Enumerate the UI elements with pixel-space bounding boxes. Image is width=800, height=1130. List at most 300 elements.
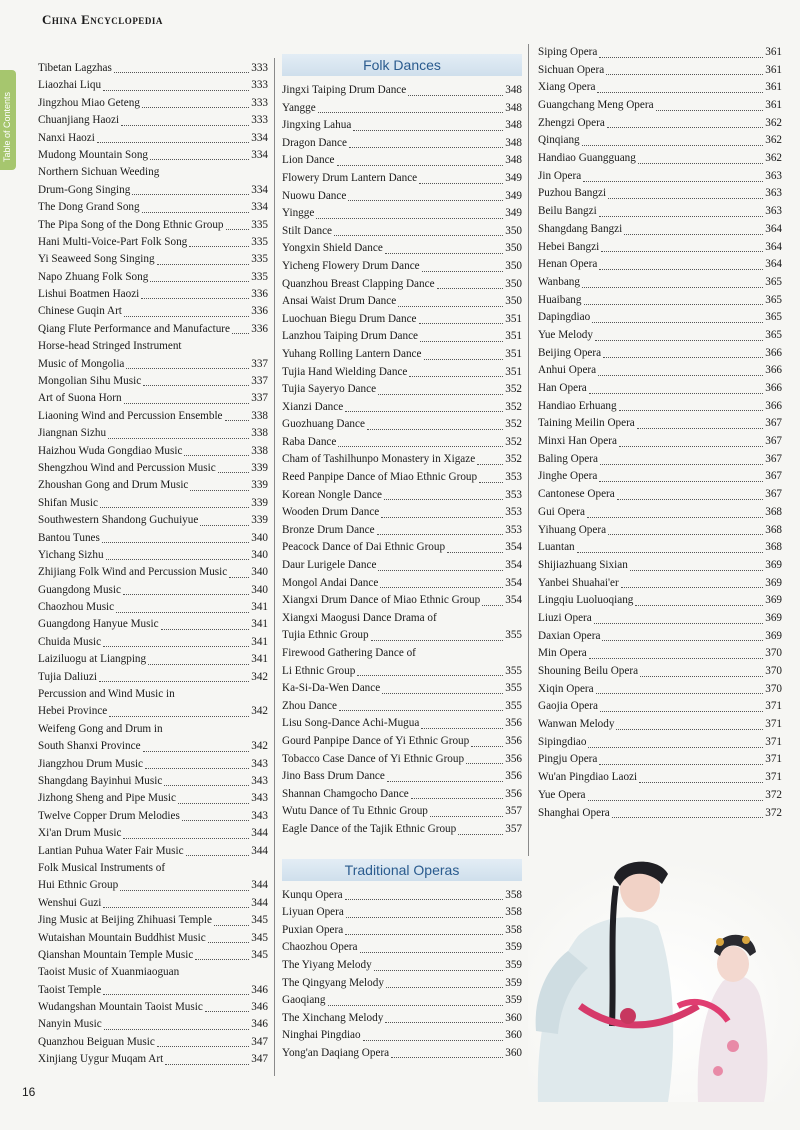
- dot-leader: [422, 271, 504, 272]
- toc-entry-title: Eagle Dance of the Tajik Ethnic Group: [282, 822, 457, 835]
- toc-entry[interactable]: [282, 434, 522, 452]
- toc-entry[interactable]: [38, 77, 268, 94]
- toc-entry[interactable]: [38, 912, 268, 929]
- toc-entry[interactable]: [282, 346, 522, 364]
- toc-entry[interactable]: [538, 44, 782, 62]
- toc-entry-title: Lishui Boatmen Haozi: [38, 288, 140, 301]
- toc-entry-title: Tujia Daliuzi: [38, 670, 97, 683]
- toc-entry-page: 335: [251, 218, 268, 231]
- toc-entry[interactable]: [38, 773, 268, 790]
- toc-entry[interactable]: [282, 1045, 522, 1063]
- dot-leader: [387, 781, 503, 782]
- toc-entry-page: 350: [505, 224, 522, 237]
- toc-entry[interactable]: [38, 425, 268, 442]
- toc-entry[interactable]: [38, 269, 268, 286]
- toc-entry-title: Wutaishan Mountain Buddhist Music: [38, 931, 206, 944]
- toc-entry-page: 354: [505, 559, 522, 572]
- toc-entry-page: 358: [505, 888, 522, 901]
- toc-entry[interactable]: [538, 221, 782, 239]
- toc-entry-page: 334: [251, 131, 268, 144]
- toc-entry[interactable]: [538, 486, 782, 504]
- toc-entry-page: 336: [251, 322, 268, 335]
- toc-entry-title: Xinjiang Uygur Muqam Art: [38, 1053, 164, 1066]
- toc-entry[interactable]: [38, 721, 268, 738]
- toc-entry[interactable]: [38, 738, 268, 755]
- toc-entry[interactable]: [38, 112, 268, 129]
- toc-entry[interactable]: [38, 651, 268, 668]
- toc-entry[interactable]: [38, 843, 268, 860]
- toc-entry-page: 369: [765, 611, 782, 624]
- toc-entry[interactable]: [38, 251, 268, 268]
- dot-leader: [99, 681, 249, 682]
- toc-entry-title: Zhijiang Folk Wind and Percussion Music: [38, 566, 228, 579]
- toc-entry[interactable]: [38, 1051, 268, 1068]
- toc-entry-page: 367: [765, 435, 782, 448]
- toc-entry[interactable]: [282, 328, 522, 346]
- toc-entry[interactable]: [538, 115, 782, 133]
- toc-entry[interactable]: [38, 582, 268, 599]
- toc-entry-title: Wanwan Melody: [538, 718, 615, 731]
- toc-entry-title: Wudangshan Mountain Taoist Music: [38, 1001, 203, 1014]
- toc-entry-page: 341: [251, 618, 268, 631]
- toc-entry-title: Ka-Si-Da-Wen Dance: [282, 682, 381, 695]
- toc-entry[interactable]: [282, 522, 522, 540]
- toc-entry-page: 338: [251, 444, 268, 457]
- dot-leader: [588, 800, 764, 801]
- toc-entry-title: Shanghai Opera: [538, 806, 610, 819]
- toc-entry-title: Yuhang Rolling Lantern Dance: [282, 347, 422, 360]
- toc-entry[interactable]: [282, 751, 522, 769]
- dot-leader: [178, 803, 249, 804]
- toc-entry[interactable]: [282, 276, 522, 294]
- toc-entry[interactable]: [538, 698, 782, 716]
- dot-leader: [594, 623, 763, 624]
- toc-entry-page: 369: [765, 629, 782, 642]
- toc-entry[interactable]: [538, 805, 782, 823]
- dot-leader: [589, 658, 763, 659]
- dot-leader: [377, 534, 504, 535]
- toc-entry-title: Yanbei Shuahai'er: [538, 576, 619, 589]
- toc-entry-title: Yue Opera: [538, 788, 586, 801]
- toc-entry[interactable]: [282, 939, 522, 957]
- toc-entry[interactable]: [282, 975, 522, 993]
- toc-entry[interactable]: [38, 790, 268, 807]
- toc-entry[interactable]: [282, 992, 522, 1010]
- toc-entry[interactable]: [538, 309, 782, 327]
- dot-leader: [374, 970, 504, 971]
- toc-entry[interactable]: [538, 575, 782, 593]
- dot-leader: [189, 246, 249, 247]
- toc-entry[interactable]: [282, 100, 522, 118]
- toc-entry-page: 353: [505, 488, 522, 501]
- toc-entry-page: 349: [505, 207, 522, 220]
- toc-entry-title: Chuida Music: [38, 635, 102, 648]
- dot-leader: [466, 763, 503, 764]
- toc-entry-title: Li Ethnic Group: [282, 664, 356, 677]
- toc-entry[interactable]: [538, 345, 782, 363]
- toc-entry-page: 362: [765, 116, 782, 129]
- toc-entry-title: Ansai Waist Drum Dance: [282, 295, 397, 308]
- toc-entry-title: Shengzhou Wind and Percussion Music: [38, 461, 216, 474]
- toc-entry-title: Sipingdiao: [538, 735, 587, 748]
- toc-entry-page: 352: [505, 453, 522, 466]
- dot-leader: [186, 855, 250, 856]
- toc-entry[interactable]: [282, 768, 522, 786]
- toc-entry-page: 342: [251, 740, 268, 753]
- toc-entry[interactable]: [538, 362, 782, 380]
- toc-entry[interactable]: [38, 930, 268, 947]
- dot-leader: [103, 646, 249, 647]
- dot-leader: [164, 785, 249, 786]
- toc-entry-page: 344: [251, 896, 268, 909]
- toc-entry-title: Weifeng Gong and Drum in: [38, 722, 163, 735]
- toc-entry-page: 366: [765, 382, 782, 395]
- section-heading-traditional-operas: Traditional Operas: [282, 859, 522, 881]
- toc-entry-page: 337: [251, 375, 268, 388]
- toc-entry[interactable]: [282, 170, 522, 188]
- dot-leader: [349, 147, 503, 148]
- toc-entry[interactable]: [38, 199, 268, 216]
- toc-entry[interactable]: [538, 681, 782, 699]
- toc-entry[interactable]: [538, 79, 782, 97]
- toc-entry-title: Chuanjiang Haozi: [38, 114, 120, 127]
- toc-entry-page: 335: [251, 253, 268, 266]
- dot-leader: [114, 72, 249, 73]
- toc-entry-title: Horse-head Stringed Instrument: [38, 340, 182, 353]
- toc-entry[interactable]: [38, 408, 268, 425]
- toc-entry[interactable]: [282, 821, 522, 839]
- toc-entry[interactable]: [282, 152, 522, 170]
- toc-entry[interactable]: [282, 469, 522, 487]
- toc-entry[interactable]: [38, 95, 268, 112]
- dot-leader: [597, 92, 763, 93]
- toc-entry[interactable]: [538, 398, 782, 416]
- toc-entry[interactable]: [38, 703, 268, 720]
- toc-entry[interactable]: [282, 786, 522, 804]
- toc-entry-page: 352: [505, 435, 522, 448]
- toc-entry-title: Qiang Flute Performance and Manufacture: [38, 322, 230, 335]
- toc-entry-page: 343: [251, 757, 268, 770]
- toc-entry-title: Xiangxi Drum Dance of Miao Ethnic Group: [282, 594, 481, 607]
- toc-entry[interactable]: [38, 686, 268, 703]
- toc-entry-page: 346: [251, 1001, 268, 1014]
- toc-entry-title: Jino Bass Drum Dance: [282, 770, 385, 783]
- dot-leader: [103, 994, 249, 995]
- toc-entry[interactable]: [38, 303, 268, 320]
- toc-entry[interactable]: [538, 415, 782, 433]
- toc-entry[interactable]: [538, 716, 782, 734]
- toc-entry-title: The Xinchang Melody: [282, 1011, 384, 1024]
- toc-entry[interactable]: [282, 645, 522, 663]
- toc-entry[interactable]: [282, 627, 522, 645]
- toc-entry-page: 340: [251, 566, 268, 579]
- toc-entry[interactable]: [538, 769, 782, 787]
- toc-entry[interactable]: [282, 451, 522, 469]
- toc-entry[interactable]: [538, 327, 782, 345]
- toc-entry-page: 372: [765, 788, 782, 801]
- toc-entry[interactable]: [282, 240, 522, 258]
- toc-entry[interactable]: [282, 957, 522, 975]
- toc-entry[interactable]: [282, 504, 522, 522]
- dot-leader: [617, 499, 763, 500]
- toc-entry[interactable]: [282, 592, 522, 610]
- toc-entry[interactable]: [38, 460, 268, 477]
- toc-entry[interactable]: [538, 256, 782, 274]
- toc-entry-title: Huaibang: [538, 293, 582, 306]
- dot-leader: [409, 376, 503, 377]
- toc-entry-title: Taining Meilin Opera: [538, 417, 635, 430]
- toc-entry[interactable]: [538, 663, 782, 681]
- toc-entry-title: Hebei Bangzi: [538, 240, 600, 253]
- toc-entry[interactable]: [538, 645, 782, 663]
- opera-performers-illustration: [528, 856, 800, 1102]
- toc-entry[interactable]: [282, 416, 522, 434]
- toc-entry[interactable]: [538, 274, 782, 292]
- toc-entry-title: Shijiazhuang Sixian: [538, 558, 628, 571]
- toc-entry[interactable]: [282, 922, 522, 940]
- toc-entry[interactable]: [38, 321, 268, 338]
- toc-entry[interactable]: [282, 663, 522, 681]
- toc-entry-page: 358: [505, 906, 522, 919]
- toc-entry[interactable]: [282, 311, 522, 329]
- toc-entry[interactable]: [538, 592, 782, 610]
- toc-entry[interactable]: [538, 132, 782, 150]
- toc-entry[interactable]: [538, 752, 782, 770]
- toc-entry[interactable]: [282, 381, 522, 399]
- toc-entry-page: 370: [765, 665, 782, 678]
- toc-entry[interactable]: [38, 130, 268, 147]
- dot-leader: [424, 359, 504, 360]
- toc-entry-title: Quanzhou Breast Clapping Dance: [282, 277, 435, 290]
- toc-entry-page: 359: [505, 976, 522, 989]
- toc-entry[interactable]: [282, 680, 522, 698]
- toc-entry-page: 334: [251, 148, 268, 161]
- toc-entry-title: Han Opera: [538, 382, 587, 395]
- toc-entry[interactable]: [282, 135, 522, 153]
- toc-entry-page: 361: [765, 81, 782, 94]
- toc-entry[interactable]: [38, 164, 268, 181]
- toc-entry[interactable]: [282, 904, 522, 922]
- toc-entry-title: Guozhuang Dance: [282, 418, 365, 431]
- toc-entry[interactable]: [538, 97, 782, 115]
- toc-entry-title: Baling Opera: [538, 452, 598, 465]
- toc-entry-title: Jingzhou Miao Geteng: [38, 96, 140, 109]
- toc-entry-page: 343: [251, 775, 268, 787]
- toc-entry-title: Art of Suona Horn: [38, 392, 122, 405]
- toc-entry-page: 342: [251, 705, 268, 718]
- toc-entry-title: Jingxing Lahua: [282, 119, 352, 132]
- toc-entry[interactable]: [38, 964, 268, 981]
- toc-entry[interactable]: [282, 293, 522, 311]
- toc-entry[interactable]: [38, 808, 268, 825]
- toc-entry-page: 333: [251, 79, 268, 92]
- toc-entry-page: 354: [505, 594, 522, 607]
- toc-entry-title: Ninghai Pingdiao: [282, 1029, 361, 1042]
- toc-entry[interactable]: [538, 433, 782, 451]
- toc-entry[interactable]: [38, 182, 268, 199]
- toc-entry[interactable]: [282, 575, 522, 593]
- toc-entry[interactable]: [538, 150, 782, 168]
- toc-entry-page: 356: [505, 787, 522, 800]
- toc-entry-page: 360: [505, 1011, 522, 1024]
- toc-entry[interactable]: [538, 239, 782, 257]
- toc-entry[interactable]: [538, 451, 782, 469]
- toc-entry-page: 355: [505, 664, 522, 677]
- toc-entry-page: 355: [505, 699, 522, 712]
- toc-entry[interactable]: [282, 399, 522, 417]
- toc-entry[interactable]: [38, 982, 268, 999]
- toc-entry[interactable]: [538, 469, 782, 487]
- toc-entry[interactable]: [282, 487, 522, 505]
- toc-entry[interactable]: [282, 364, 522, 382]
- toc-entry[interactable]: [38, 860, 268, 877]
- dot-leader: [318, 112, 504, 113]
- toc-entry[interactable]: [282, 188, 522, 206]
- toc-entry[interactable]: [282, 887, 522, 905]
- dot-leader: [367, 429, 503, 430]
- toc-entry[interactable]: [538, 734, 782, 752]
- toc-entry-page: 362: [765, 152, 782, 165]
- dot-leader: [126, 368, 249, 369]
- toc-entry-page: 348: [505, 84, 522, 96]
- dot-leader: [640, 676, 763, 677]
- toc-entry[interactable]: [538, 168, 782, 186]
- toc-entry[interactable]: [538, 62, 782, 80]
- toc-entry-page: 339: [251, 514, 268, 527]
- toc-entry[interactable]: [282, 223, 522, 241]
- toc-entry-page: 367: [765, 470, 782, 483]
- toc-entry-title: Liyuan Opera: [282, 906, 344, 919]
- toc-entry[interactable]: [38, 634, 268, 651]
- toc-entry[interactable]: [38, 999, 268, 1016]
- toc-entry[interactable]: [538, 380, 782, 398]
- dot-leader: [121, 125, 249, 126]
- toc-entry[interactable]: [538, 292, 782, 310]
- toc-entry[interactable]: [538, 504, 782, 522]
- toc-entry-page: 341: [251, 601, 268, 614]
- toc-entry[interactable]: [538, 203, 782, 221]
- toc-entry[interactable]: [38, 599, 268, 616]
- toc-entry[interactable]: [282, 1010, 522, 1028]
- toc-entry-page: 357: [505, 805, 522, 818]
- toc-column-2: [282, 54, 522, 1062]
- toc-entry[interactable]: [38, 530, 268, 547]
- toc-entry[interactable]: [38, 356, 268, 373]
- toc-entry[interactable]: [282, 698, 522, 716]
- toc-entry-title: Wanbang: [538, 275, 580, 288]
- toc-entry[interactable]: [538, 539, 782, 557]
- toc-entry[interactable]: [538, 522, 782, 540]
- toc-entry[interactable]: [38, 147, 268, 164]
- dot-leader: [420, 341, 503, 342]
- toc-entry-page: 356: [505, 734, 522, 747]
- toc-entry[interactable]: [38, 373, 268, 390]
- toc-entry[interactable]: [38, 947, 268, 964]
- toc-entry[interactable]: [282, 82, 522, 100]
- dot-leader: [142, 212, 250, 213]
- toc-entry-page: 349: [505, 171, 522, 184]
- dot-leader: [353, 130, 503, 131]
- toc-entry-page: 359: [505, 994, 522, 1007]
- toc-entry-title: Chaozhou Opera: [282, 941, 358, 954]
- dot-leader: [363, 1040, 504, 1041]
- table-of-contents-tab[interactable]: [0, 70, 16, 170]
- toc-entry[interactable]: [538, 610, 782, 628]
- dot-leader: [600, 464, 763, 465]
- toc-entry-page: 353: [505, 471, 522, 484]
- toc-entry[interactable]: [282, 733, 522, 751]
- toc-entry[interactable]: [282, 117, 522, 135]
- toc-entry-page: 338: [251, 427, 268, 440]
- toc-entry-page: 353: [505, 523, 522, 536]
- toc-entry-page: 355: [505, 629, 522, 642]
- toc-entry[interactable]: [38, 443, 268, 460]
- toc-entry[interactable]: [38, 495, 268, 512]
- toc-entry-title: Shouning Beilu Opera: [538, 665, 639, 678]
- dot-leader: [588, 747, 763, 748]
- toc-entry-title: Mudong Mountain Song: [38, 148, 149, 161]
- toc-entry[interactable]: [38, 390, 268, 407]
- toc-entry[interactable]: [38, 477, 268, 494]
- dot-leader: [132, 194, 249, 195]
- toc-entry[interactable]: [538, 557, 782, 575]
- toc-entry-title: Southwestern Shandong Guchuiyue: [38, 514, 199, 527]
- toc-entry[interactable]: [38, 60, 268, 77]
- toc-entry[interactable]: [282, 610, 522, 628]
- toc-entry[interactable]: [38, 286, 268, 303]
- toc-entry-page: 335: [251, 270, 268, 283]
- toc-entry-title: Pingju Opera: [538, 753, 598, 766]
- toc-entry[interactable]: [282, 715, 522, 733]
- toc-entry[interactable]: [538, 787, 782, 805]
- toc-entry[interactable]: [38, 547, 268, 564]
- toc-entry[interactable]: [38, 825, 268, 842]
- toc-entry[interactable]: [38, 234, 268, 251]
- toc-entry[interactable]: [282, 803, 522, 821]
- toc-entry[interactable]: [538, 186, 782, 204]
- toc-entry-title: Nanyin Music: [38, 1018, 102, 1031]
- toc-entry[interactable]: [38, 512, 268, 529]
- toc-entry[interactable]: [38, 877, 268, 894]
- toc-entry[interactable]: [538, 628, 782, 646]
- toc-entry[interactable]: [38, 564, 268, 581]
- toc-entry[interactable]: [38, 895, 268, 912]
- toc-entry[interactable]: [38, 617, 268, 634]
- toc-entry-title: Hebei Province: [38, 705, 108, 718]
- dot-leader: [471, 746, 503, 747]
- toc-entry[interactable]: [282, 539, 522, 557]
- toc-entry[interactable]: [38, 338, 268, 355]
- toc-entry[interactable]: [38, 756, 268, 773]
- toc-entry[interactable]: [282, 557, 522, 575]
- toc-entry-title: Jizhong Sheng and Pipe Music: [38, 792, 176, 805]
- toc-entry[interactable]: [282, 258, 522, 276]
- toc-entry-title: Jingxi Taiping Drum Dance: [282, 84, 407, 96]
- toc-entry[interactable]: [282, 1027, 522, 1045]
- dot-leader: [346, 917, 503, 918]
- toc-entry[interactable]: [38, 1016, 268, 1033]
- toc-entry-title: Firewood Gathering Dance of: [282, 647, 416, 659]
- dot-leader: [116, 612, 249, 613]
- dot-leader: [601, 251, 763, 252]
- toc-entry-page: 339: [251, 496, 268, 509]
- toc-entry[interactable]: [38, 1034, 268, 1051]
- toc-entry-title: Xiqin Opera: [538, 682, 594, 695]
- toc-entry-page: 371: [765, 771, 782, 784]
- toc-entry[interactable]: [38, 669, 268, 686]
- toc-entry[interactable]: [282, 205, 522, 223]
- toc-entry[interactable]: [38, 217, 268, 234]
